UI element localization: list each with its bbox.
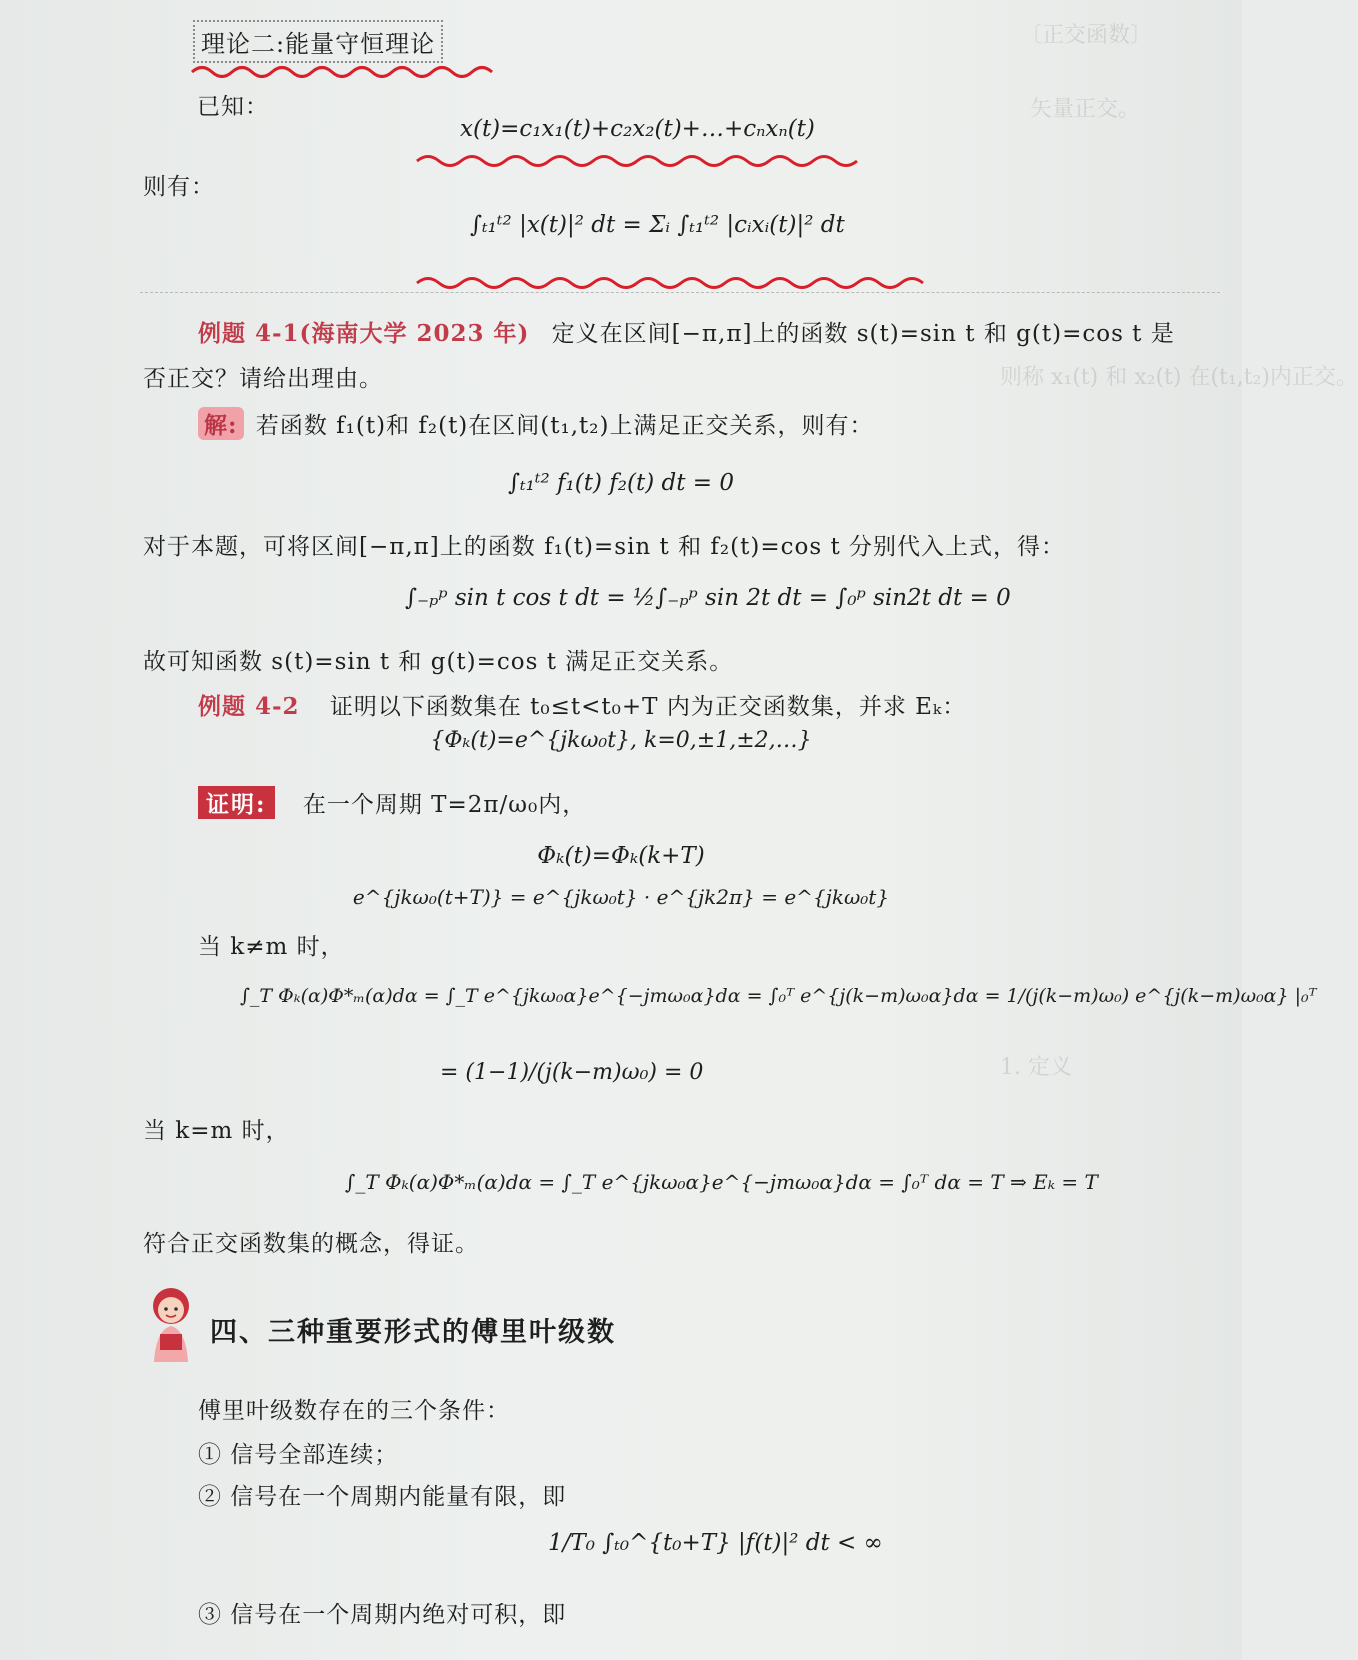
bleed-through-text: 矢量正交。 bbox=[1030, 97, 1141, 122]
section-divider bbox=[140, 292, 1220, 293]
section-title: 四、三种重要形式的傅里叶级数 bbox=[210, 1317, 616, 1348]
solution-text: 若函数 f₁(t)和 f₂(t)在区间(t₁,t₂)上满足正交关系，则有： bbox=[255, 413, 874, 439]
red-wavy-underline bbox=[415, 150, 875, 172]
question-text: 定义在区间[−π,π]上的函数 s(t)=sin t 和 g(t)=cos t 是 bbox=[551, 321, 1175, 347]
question-text: 证明以下函数集在 t₀≤t<t₀+T 内为正交函数集，并求 Eₖ： bbox=[329, 694, 967, 720]
solution-tag: 解: bbox=[198, 407, 244, 440]
red-wavy-underline bbox=[415, 272, 925, 294]
known-label: 已知： bbox=[197, 94, 269, 120]
example-label: 例题 4-1(海南大学 2023 年) bbox=[198, 320, 530, 347]
function-set: {Φₖ(t)=e^{jkω₀t}, k=0,±1,±2,…} bbox=[430, 728, 812, 753]
proof-intro bbox=[198, 786, 586, 819]
equation-case-k-neq-m: ∫_T Φₖ(α)Φ*ₘ(α)dα = ∫_T e^{jkω₀α}e^{−jmω₀α}dα = ∫₀ᵀ e^{j(k−m)ω₀α}dα = 1/(j(k−m)ω₀) e^{j(k−m)ω₀α} |₀ᵀ bbox=[240, 985, 1317, 1007]
proof-tag: 证明: bbox=[198, 786, 275, 819]
condition-1: ① 信号全部连续； bbox=[198, 1442, 399, 1468]
equation-case-k-neq-m-result: = (1−1)/(j(k−m)ω₀) = 0 bbox=[440, 1060, 704, 1085]
case-k-neq-m-label: 当 k≠m 时， bbox=[198, 934, 345, 960]
period-text: 在一个周期 T=2π/ω₀内， bbox=[302, 792, 587, 818]
solution-intro bbox=[198, 407, 873, 440]
substitution-text: 对于本题，可将区间[−π,π]上的函数 f₁(t)=sin t 和 f₂(t)=cos t 分别代入上式，得： bbox=[143, 534, 1066, 560]
equation-signal-expansion: x(t)=c₁x₁(t)+c₂x₂(t)+…+cₙxₙ(t) bbox=[460, 116, 815, 142]
equation-periodicity: Φₖ(t)=Φₖ(k+T) bbox=[537, 843, 705, 869]
red-wavy-underline bbox=[190, 62, 495, 82]
equation-calculation: ∫₋ₚᵖ sin t cos t dt = ½∫₋ₚᵖ sin 2t dt = ∫₀ᵖ sin2t dt = 0 bbox=[405, 585, 1011, 611]
bleed-through-text: 则称 x₁(t) 和 x₂(t) 在(t₁,t₂)内正交。 bbox=[1000, 365, 1358, 390]
case-k-eq-m-label: 当 k=m 时， bbox=[143, 1118, 290, 1144]
example-4-2-question bbox=[198, 688, 966, 721]
condition-3: ③ 信号在一个周期内绝对可积，即 bbox=[198, 1602, 567, 1628]
example-label: 例题 4-2 bbox=[198, 693, 300, 720]
question-text-continued: 否正交？请给出理由。 bbox=[143, 366, 383, 392]
bleed-through-text: 1. 定义 bbox=[1000, 1055, 1072, 1080]
example-4-1-question bbox=[198, 315, 1175, 348]
condition-2: ② 信号在一个周期内能量有限，即 bbox=[198, 1484, 567, 1510]
equation-energy-conservation: ∫ₜ₁ᵗ² |x(t)|² dt = Σᵢ ∫ₜ₁ᵗ² |cᵢxᵢ(t)|² dt bbox=[470, 212, 845, 238]
proof-conclusion: 符合正交函数集的概念，得证。 bbox=[143, 1231, 479, 1257]
equation-finite-energy: 1/T₀ ∫ₜ₀^{t₀+T} |f(t)|² dt < ∞ bbox=[548, 1530, 883, 1556]
theory-title: 理论二:能量守恒理论 bbox=[193, 20, 443, 63]
equation-orthogonality: ∫ₜ₁ᵗ² f₁(t) f₂(t) dt = 0 bbox=[507, 470, 735, 496]
fourier-conditions-intro: 傅里叶级数存在的三个条件： bbox=[198, 1398, 510, 1424]
bleed-through-text: 〔正交函数〕 bbox=[1020, 23, 1153, 48]
equation-exponential-period: e^{jkω₀(t+T)} = e^{jkω₀t} · e^{jk2π} = e^{jkω₀t} bbox=[352, 885, 890, 909]
then-label: 则有： bbox=[143, 174, 215, 200]
teacher-mascot-icon bbox=[140, 1284, 202, 1364]
equation-case-k-eq-m: ∫_T Φₖ(α)Φ*ₘ(α)dα = ∫_T e^{jkω₀α}e^{−jmω₀α}dα = ∫₀ᵀ dα = T ⇒ Eₖ = T bbox=[345, 1170, 1098, 1194]
conclusion-text: 故可知函数 s(t)=sin t 和 g(t)=cos t 满足正交关系。 bbox=[143, 649, 734, 675]
